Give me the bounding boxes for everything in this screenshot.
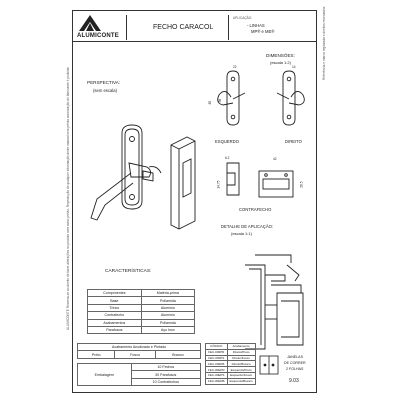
table-row bbox=[206, 378, 256, 384]
perspective-note: (sem escala) bbox=[93, 88, 117, 93]
char-component: Base bbox=[88, 297, 142, 304]
char-material: Aço Inox bbox=[141, 326, 194, 333]
char-material: Poliamida bbox=[141, 297, 194, 304]
packaging-table bbox=[77, 363, 201, 386]
dim-height-inner: 38 bbox=[218, 98, 223, 103]
char-component: Acabamentos bbox=[88, 319, 142, 326]
counter-label: CONTRAFECHO bbox=[239, 207, 272, 212]
code: FEC-000PR bbox=[206, 349, 228, 355]
finishes-table bbox=[77, 343, 201, 359]
technical-sheet bbox=[72, 10, 317, 393]
codes-header-finish: Acabamento bbox=[227, 344, 255, 350]
finish-option: Branco bbox=[155, 351, 200, 358]
window-type-line-3: 2 FOLHAS bbox=[286, 367, 304, 371]
dim-width-right: 14 bbox=[292, 65, 296, 69]
right-variant-label: DIREITO bbox=[285, 139, 302, 144]
dim-counter-h-left: 14.75 bbox=[216, 180, 221, 189]
code: FEC-000DB bbox=[206, 361, 228, 367]
header-divider-v1 bbox=[126, 15, 127, 40]
codes-header-code: CÓDIGO bbox=[206, 344, 228, 350]
product-title: FECHO CARACOL bbox=[153, 24, 214, 31]
window-type-line-1: JANELAS bbox=[287, 355, 303, 359]
code-finish: Direito/Preto bbox=[227, 349, 255, 355]
packaging-item: 10 Contrafechos bbox=[131, 378, 200, 385]
finishes-title: Acabamento Anodizado e Pintado bbox=[78, 344, 201, 351]
table-row bbox=[88, 304, 195, 311]
char-material: Alumínio bbox=[141, 312, 194, 319]
counter-latch-front-drawing bbox=[257, 169, 295, 199]
dim-height-left: 65 bbox=[208, 100, 213, 105]
packaging-item: 30 Parafusos bbox=[131, 371, 200, 378]
dim-counter-left-w: 6.2 bbox=[225, 156, 230, 160]
char-header-component: Componentes bbox=[88, 290, 142, 297]
header-bottom-line bbox=[73, 41, 316, 42]
brand-name: ALUMICONTE bbox=[77, 33, 119, 39]
finish-option: Fosco bbox=[115, 351, 156, 358]
char-header-material: Matéria-prima bbox=[141, 290, 194, 297]
codes-table bbox=[205, 343, 256, 385]
table-row bbox=[88, 297, 195, 304]
char-material: Poliamida bbox=[141, 319, 194, 326]
window-type-line-2: DE CORRER bbox=[284, 361, 306, 365]
window-type-icon bbox=[259, 355, 279, 375]
code: FEC-00EPS bbox=[206, 372, 228, 378]
application-detail-drawing bbox=[241, 245, 311, 353]
table-row bbox=[88, 326, 195, 333]
characteristics-table bbox=[87, 289, 195, 334]
right-latch-drawing bbox=[273, 69, 307, 129]
perspective-drawing bbox=[87, 123, 197, 238]
code: FEC-00EPR bbox=[206, 367, 228, 373]
char-component: Contrafecho bbox=[88, 312, 142, 319]
dimensions-note: (escala 1:2) bbox=[270, 60, 291, 65]
code-finish: Direito/Branco bbox=[227, 361, 255, 367]
side-text-left: ALUMICONTE Reserva-se ao direito de fazer alterações no produto sem aviso prévio. Reprodução de qualquer informação deste manual sem prévia autorização do fabricante é proibida bbox=[66, 67, 70, 330]
dim-width-left: 22 bbox=[233, 65, 237, 69]
table-row bbox=[88, 319, 195, 326]
char-material: Alumínio bbox=[141, 304, 194, 311]
counter-latch-side-drawing bbox=[223, 156, 243, 199]
code: FEC-00EDB bbox=[206, 378, 228, 384]
characteristics-title: CARACTERÍSTICAS: bbox=[105, 269, 152, 274]
perspective-title: PERSPECTIVA: bbox=[87, 80, 121, 85]
application-label: APLICAÇÃO: bbox=[233, 16, 253, 20]
left-variant-label: ESQUERDO bbox=[215, 139, 239, 144]
application-detail-note: (escala 1:1) bbox=[231, 231, 252, 236]
side-text-right: Referência e marca registrada e direitos reservados bbox=[322, 6, 326, 80]
code-finish: Direito/Fosco bbox=[227, 355, 255, 361]
application-value-2: MP® e ME® bbox=[251, 29, 275, 34]
code: FEC-000PS bbox=[206, 355, 228, 361]
char-component: Trinco bbox=[88, 304, 142, 311]
page-number: 9.03 bbox=[289, 378, 299, 384]
dim-counter-w: 42 bbox=[273, 157, 277, 161]
application-detail-title: DETALHE DE APLICAÇÃO: bbox=[221, 224, 274, 229]
application-value-1: - LINHAS bbox=[247, 23, 265, 28]
code-finish: Esquerdo/Preto bbox=[227, 367, 255, 373]
dimensions-title: DIMENSÕES: bbox=[266, 53, 295, 58]
finish-option: Preto bbox=[78, 351, 115, 358]
code-finish: Esquerdo/Branco bbox=[227, 378, 255, 384]
brand-logo-icon bbox=[79, 15, 101, 31]
dim-counter-h-right: 26.5 bbox=[299, 181, 304, 188]
table-row bbox=[88, 312, 195, 319]
char-component: Parafusos bbox=[88, 326, 142, 333]
packaging-label: Embalagem bbox=[78, 364, 132, 386]
packaging-item: 10 Fechos bbox=[131, 364, 200, 371]
header-divider-v2 bbox=[228, 15, 229, 40]
code-finish: Esquerdo/Fosco bbox=[227, 372, 255, 378]
